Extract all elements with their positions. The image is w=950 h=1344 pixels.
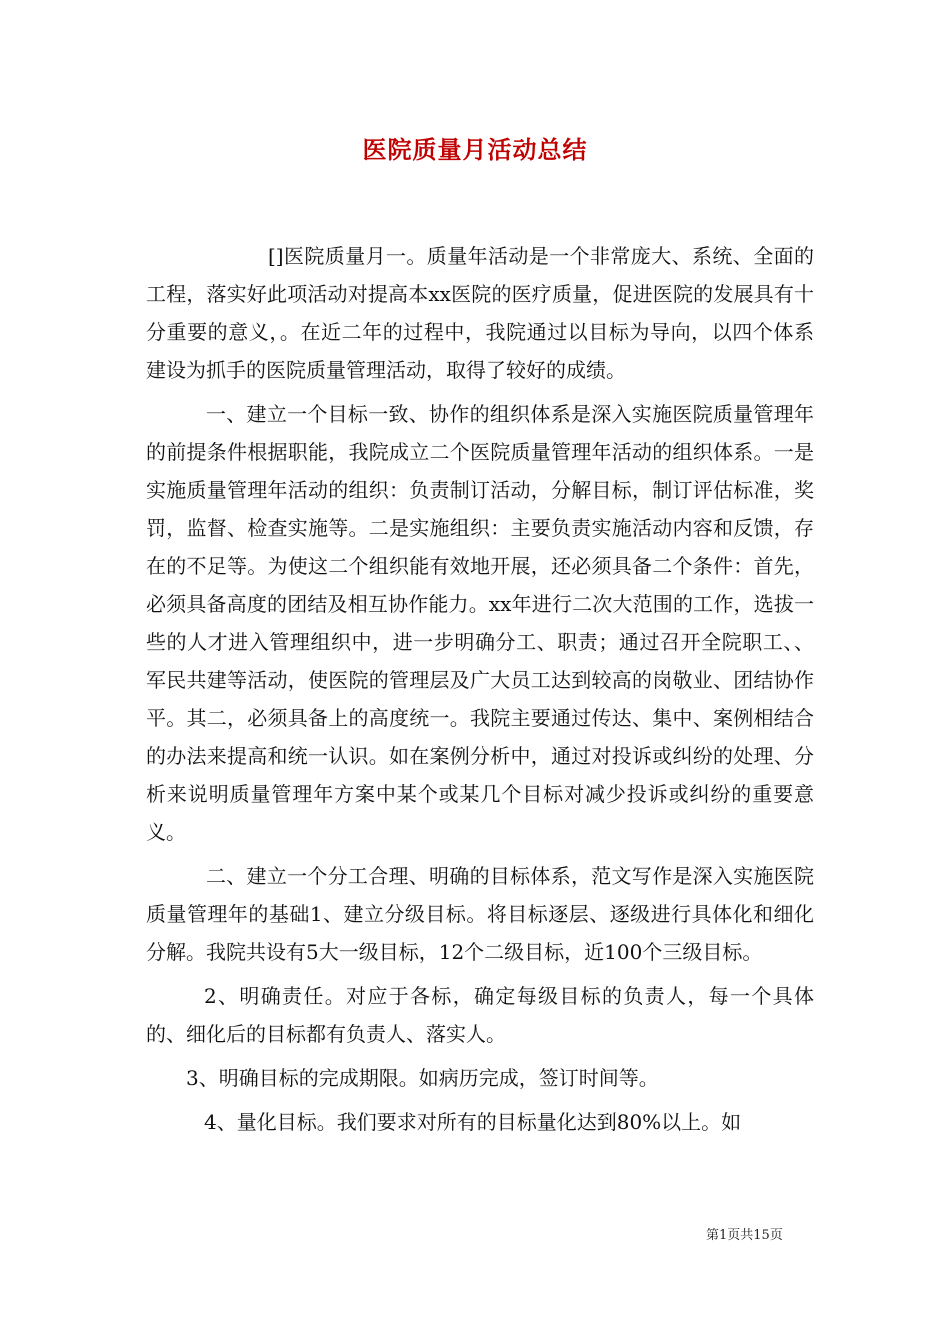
paragraph-item-4: 4、量化目标。我们要求对所有的目标量化达到80%以上。如 <box>204 1110 742 1134</box>
document-body <box>146 237 814 1141</box>
paragraph-item-3: 3、明确目标的完成期限。如病历完成，签订时间等。 <box>186 1066 659 1090</box>
paragraph-item-2: 2、明确责任。对应于各标，确定每级目标的负责人，每一个具体的、细化后的目标都有负责人、落实人。 <box>146 984 814 1046</box>
document-title: 医院质量月活动总结 <box>362 136 588 164</box>
paragraph-section-two: 二、建立一个分工合理、明确的目标体系，范文写作是深入实施医院质量管理年的基础1、建立分级目标。将目标逐层、逐级进行具体化和细化分解。我院共设有5大一级目标，12个二级目标，近100个三级目标。 <box>146 864 814 964</box>
page-number-footer: 第1页共15页 <box>706 1228 783 1243</box>
paragraph-intro: []医院质量月一。质量年活动是一个非常庞大、系统、全面的工程，落实好此项活动对提高本xx医院的医疗质量，促进医院的发展具有十分重要的意义，。在近二年的过程中，我院通过以目标为导向，以四个体系建设为抓手的医院质量管理活动，取得了较好的成绩。 <box>146 244 814 382</box>
paragraph-section-one: 一、建立一个目标一致、协作的组织体系是深入实施医院质量管理年的前提条件根据职能，我院成立二个医院质量管理年活动的组织体系。一是实施质量管理年活动的组织：负责制订活动，分解目标，制订评估标准，奖罚，监督、检查实施等。二是实施组织：主要负责实施活动内容和反馈，存在的不足等。为使这二个组织能有效地开展，还必须具备二个条件：首先，必须具备高度的团结及相互协作能力。xx年进行二次大范围的工作，选拔一些的人才进入管理组织中，进一步明确分工、职责；通过召开全院职工、、军民共建等活动，使医院的管理层及广大员工达到较高的岗敬业、团结协作平。其二，必须具备上的高度统一。我院主要通过传达、集中、案例相结合的办法来提高和统一认识。如在案例分析中，通过对投诉或纠纷的处理、分析来说明质量管理年方案中某个或某几个目标对减少投诉或纠纷的重要意义。 <box>146 402 814 844</box>
